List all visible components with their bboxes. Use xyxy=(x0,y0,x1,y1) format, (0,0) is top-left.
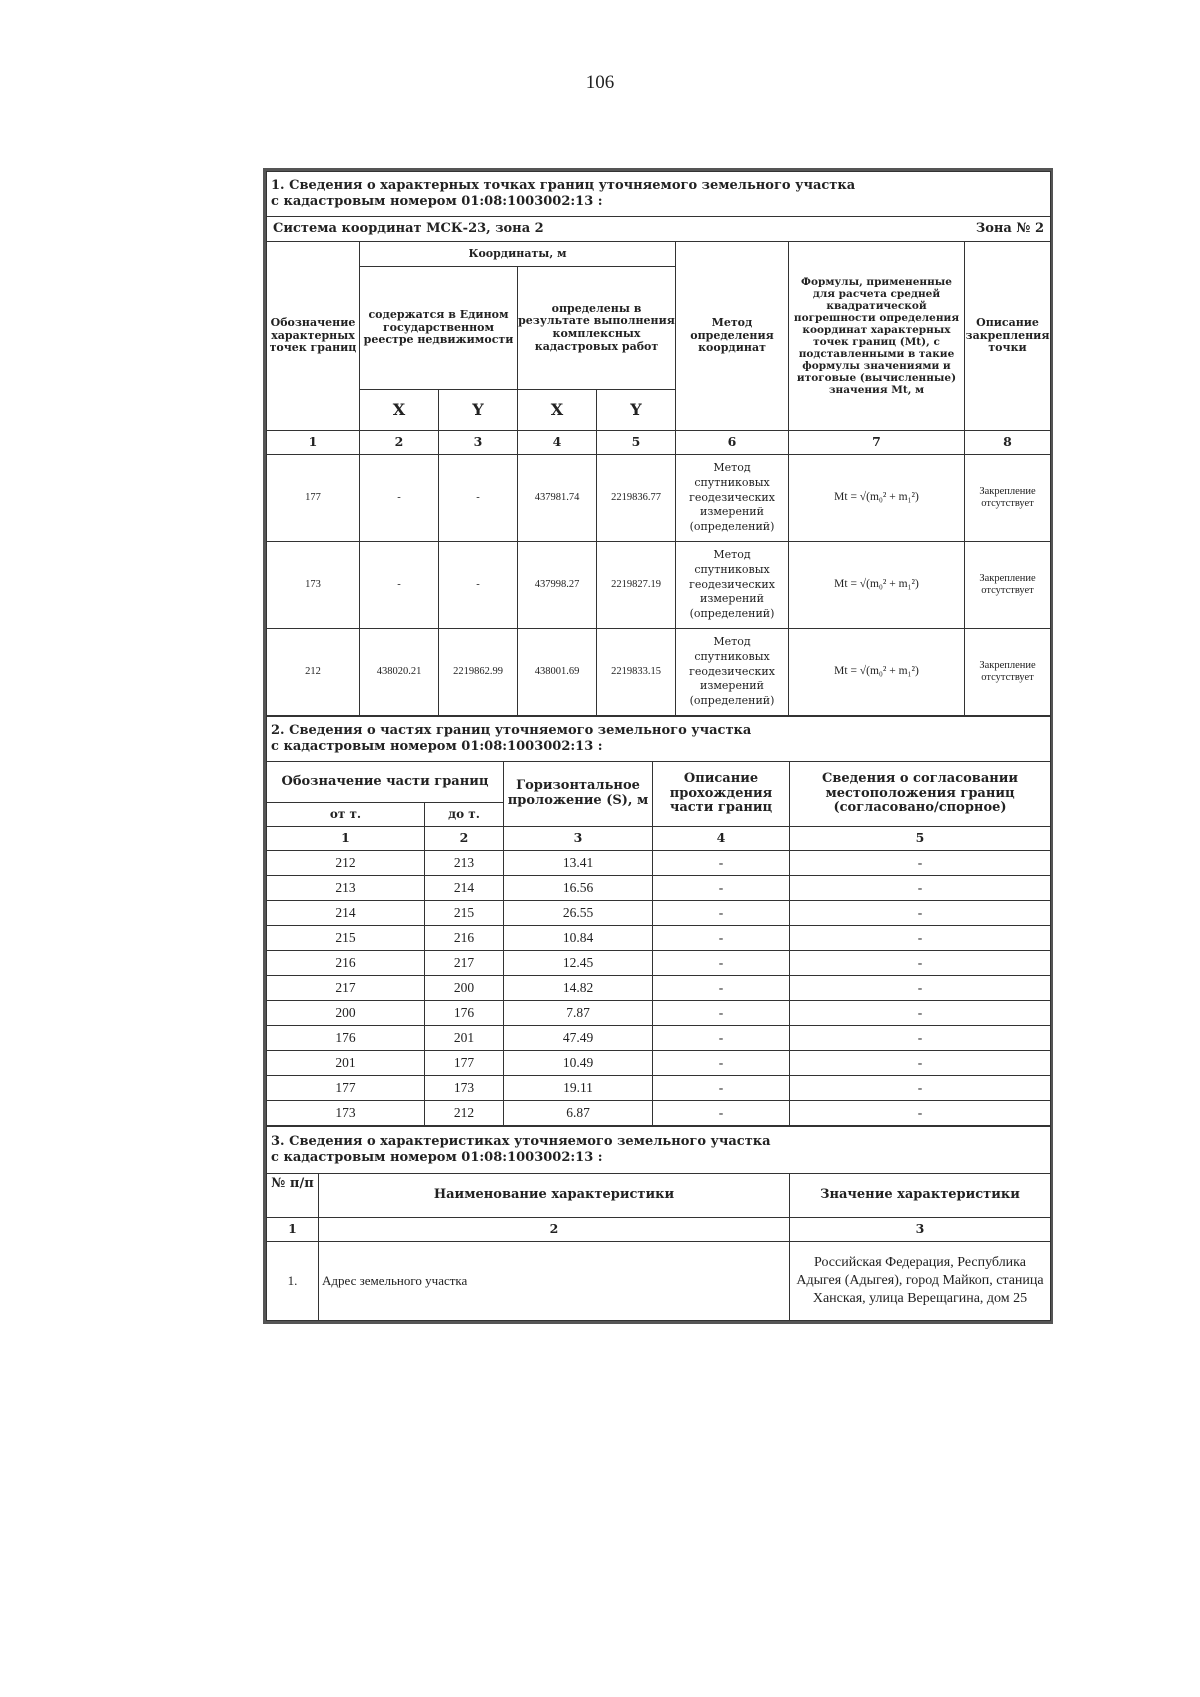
column-number: 2 xyxy=(319,1218,790,1242)
segment-agreement: - xyxy=(790,1051,1051,1076)
segment-to: 201 xyxy=(425,1026,504,1051)
section2-column-numbers xyxy=(267,827,1051,851)
part-header: Обозначение части границ xyxy=(267,762,504,803)
segment-row xyxy=(267,876,1051,901)
fixing-header: Описание закрепления точки xyxy=(965,242,1051,431)
segment-from: 200 xyxy=(267,1001,425,1026)
defined-x: 438001.69 xyxy=(518,629,597,716)
section1-title-line1: 1. Сведения о характерных точках границ уточняемого земельного участка xyxy=(271,177,856,193)
section3-column-numbers xyxy=(267,1218,1051,1242)
segment-to: 177 xyxy=(425,1051,504,1076)
segment-to: 213 xyxy=(425,851,504,876)
formula-cell: Mt = √(m₀² + m₁²) xyxy=(789,542,965,629)
segment-agreement: - xyxy=(790,926,1051,951)
fixing-cell: Закрепление отсутствует xyxy=(965,455,1051,542)
segment-description: - xyxy=(653,1101,790,1126)
segment-to: 173 xyxy=(425,1076,504,1101)
coords-header: Координаты, м xyxy=(360,242,676,267)
segment-agreement: - xyxy=(790,851,1051,876)
segment-description: - xyxy=(653,1051,790,1076)
egrn-x: 438020.21 xyxy=(360,629,439,716)
segment-from: 201 xyxy=(267,1051,425,1076)
cadastral-document xyxy=(263,168,1053,1324)
characteristic-num: 1. xyxy=(267,1242,319,1321)
segment-row xyxy=(267,901,1051,926)
egrn-header: содержатся в Едином государственном реестре недвижимости xyxy=(360,267,518,390)
segment-from: 176 xyxy=(267,1026,425,1051)
column-number: 5 xyxy=(597,431,676,455)
segment-row xyxy=(267,1026,1051,1051)
column-number: 4 xyxy=(518,431,597,455)
segment-description: - xyxy=(653,951,790,976)
segment-agreement: - xyxy=(790,876,1051,901)
segment-row xyxy=(267,976,1051,1001)
column-number: 3 xyxy=(790,1218,1051,1242)
x-header: X xyxy=(518,390,597,431)
y-header: Y xyxy=(597,390,676,431)
point-row xyxy=(267,542,1051,629)
x-header: X xyxy=(360,390,439,431)
egrn-y: 2219862.99 xyxy=(439,629,518,716)
characteristic-value: Российская Федерация, Республика Адыгея (Адыгея), город Майкоп, станица Ханская, улица Верещагина, дом 25 xyxy=(790,1242,1051,1321)
section2-title-line2: с кадастровым номером 01:08:1003002:13 : xyxy=(271,739,603,754)
column-number: 3 xyxy=(504,827,653,851)
method-cell: Метод спутниковых геодезических измерений (определений) xyxy=(676,629,789,716)
method-header: Метод определения координат xyxy=(676,242,789,431)
segment-from: 177 xyxy=(267,1076,425,1101)
segment-agreement: - xyxy=(790,1076,1051,1101)
section2-table xyxy=(266,716,1051,1126)
segment-description: - xyxy=(653,851,790,876)
segment-length: 12.45 xyxy=(504,951,653,976)
point-id: 173 xyxy=(267,542,360,629)
segment-description: - xyxy=(653,901,790,926)
egrn-x: - xyxy=(360,455,439,542)
num-header: № п/п xyxy=(267,1174,319,1218)
segment-length: 16.56 xyxy=(504,876,653,901)
defined-y: 2219827.19 xyxy=(597,542,676,629)
segment-row xyxy=(267,1076,1051,1101)
fixing-cell: Закрепление отсутствует xyxy=(965,629,1051,716)
method-cell: Метод спутниковых геодезических измерений (определений) xyxy=(676,542,789,629)
segment-agreement: - xyxy=(790,1001,1051,1026)
segment-agreement: - xyxy=(790,951,1051,976)
coordinate-system: Система координат МСК-23, зона 2 xyxy=(273,220,544,236)
segment-to: 214 xyxy=(425,876,504,901)
segment-length: 10.49 xyxy=(504,1051,653,1076)
characteristic-row xyxy=(267,1242,1051,1321)
section1-column-numbers xyxy=(267,431,1051,455)
segment-row xyxy=(267,851,1051,876)
segment-row xyxy=(267,926,1051,951)
column-number: 2 xyxy=(360,431,439,455)
segment-to: 212 xyxy=(425,1101,504,1126)
segment-from: 173 xyxy=(267,1101,425,1126)
segment-from: 214 xyxy=(267,901,425,926)
point-id: 212 xyxy=(267,629,360,716)
description-header: Описание прохождения части границ xyxy=(653,762,790,827)
section3-title xyxy=(267,1127,1051,1174)
segment-length: 19.11 xyxy=(504,1076,653,1101)
formula-cell: Mt = √(m₀² + m₁²) xyxy=(789,455,965,542)
from-header: от т. xyxy=(267,803,425,827)
segment-from: 215 xyxy=(267,926,425,951)
segment-agreement: - xyxy=(790,1026,1051,1051)
column-number: 1 xyxy=(267,431,360,455)
segment-to: 176 xyxy=(425,1001,504,1026)
column-number: 7 xyxy=(789,431,965,455)
segment-agreement: - xyxy=(790,976,1051,1001)
section3-title-line1: 3. Сведения о характеристиках уточняемого земельного участка xyxy=(271,1133,771,1149)
section1-title xyxy=(267,172,1051,217)
agreement-header: Сведения о согласовании местоположения границ (согласовано/спорное) xyxy=(790,762,1051,827)
section2-title xyxy=(267,717,1051,762)
defined-y: 2219833.15 xyxy=(597,629,676,716)
egrn-y: - xyxy=(439,455,518,542)
formulas-header: Формулы, примененные для расчета средней квадратической погрешности определения координат характерных точек границ (Mt), с подставленными в такие формулы значениями и итоговые (вычисленные) значения Mt, м xyxy=(789,242,965,431)
section1-title-line2: с кадастровым номером 01:08:1003002:13 : xyxy=(271,194,603,209)
point-id: 177 xyxy=(267,455,360,542)
segment-length: 13.41 xyxy=(504,851,653,876)
egrn-x: - xyxy=(360,542,439,629)
segment-length: 14.82 xyxy=(504,976,653,1001)
segment-length: 7.87 xyxy=(504,1001,653,1026)
segment-description: - xyxy=(653,1026,790,1051)
designation-header: Обозначение характерных точек границ xyxy=(267,242,360,431)
defined-header: определены в результате выполнения комплексных кадастровых работ xyxy=(518,267,676,390)
column-number: 3 xyxy=(439,431,518,455)
segment-length: 26.55 xyxy=(504,901,653,926)
segment-row xyxy=(267,951,1051,976)
defined-y: 2219836.77 xyxy=(597,455,676,542)
section2-title-line1: 2. Сведения о частях границ уточняемого земельного участка xyxy=(271,722,752,738)
point-row xyxy=(267,629,1051,716)
defined-x: 437981.74 xyxy=(518,455,597,542)
column-number: 1 xyxy=(267,1218,319,1242)
column-number: 5 xyxy=(790,827,1051,851)
section3-table xyxy=(266,1126,1051,1321)
column-number: 1 xyxy=(267,827,425,851)
zone-label: Зона № 2 xyxy=(975,220,1045,236)
segment-row xyxy=(267,1051,1051,1076)
segment-length: 47.49 xyxy=(504,1026,653,1051)
segment-to: 215 xyxy=(425,901,504,926)
section3-title-line2: с кадастровым номером 01:08:1003002:13 : xyxy=(271,1150,603,1165)
segment-description: - xyxy=(653,876,790,901)
segment-row xyxy=(267,1101,1051,1126)
segment-description: - xyxy=(653,1076,790,1101)
segment-length: 10.84 xyxy=(504,926,653,951)
segment-from: 213 xyxy=(267,876,425,901)
section2-rows xyxy=(267,851,1051,1126)
column-number: 8 xyxy=(965,431,1051,455)
to-header: до т. xyxy=(425,803,504,827)
segment-description: - xyxy=(653,926,790,951)
formula-cell: Mt = √(m₀² + m₁²) xyxy=(789,629,965,716)
coordinate-system-row xyxy=(267,217,1051,242)
segment-description: - xyxy=(653,976,790,1001)
column-number: 6 xyxy=(676,431,789,455)
segment-from: 217 xyxy=(267,976,425,1001)
page-number: 106 xyxy=(585,72,615,93)
column-number: 4 xyxy=(653,827,790,851)
fixing-cell: Закрепление отсутствует xyxy=(965,542,1051,629)
defined-x: 437998.27 xyxy=(518,542,597,629)
segment-to: 200 xyxy=(425,976,504,1001)
segment-description: - xyxy=(653,1001,790,1026)
method-cell: Метод спутниковых геодезических измерений (определений) xyxy=(676,455,789,542)
segment-to: 216 xyxy=(425,926,504,951)
segment-length: 6.87 xyxy=(504,1101,653,1126)
segment-agreement: - xyxy=(790,901,1051,926)
segment-agreement: - xyxy=(790,1101,1051,1126)
horizontal-header: Горизонтальное проложение (S), м xyxy=(504,762,653,827)
segment-to: 217 xyxy=(425,951,504,976)
section1-table xyxy=(266,171,1051,716)
name-header: Наименование характеристики xyxy=(319,1174,790,1218)
segment-from: 216 xyxy=(267,951,425,976)
y-header: Y xyxy=(439,390,518,431)
value-header: Значение характеристики xyxy=(790,1174,1051,1218)
segment-from: 212 xyxy=(267,851,425,876)
egrn-y: - xyxy=(439,542,518,629)
segment-row xyxy=(267,1001,1051,1026)
point-row xyxy=(267,455,1051,542)
column-number: 2 xyxy=(425,827,504,851)
characteristic-name: Адрес земельного участка xyxy=(319,1242,790,1321)
